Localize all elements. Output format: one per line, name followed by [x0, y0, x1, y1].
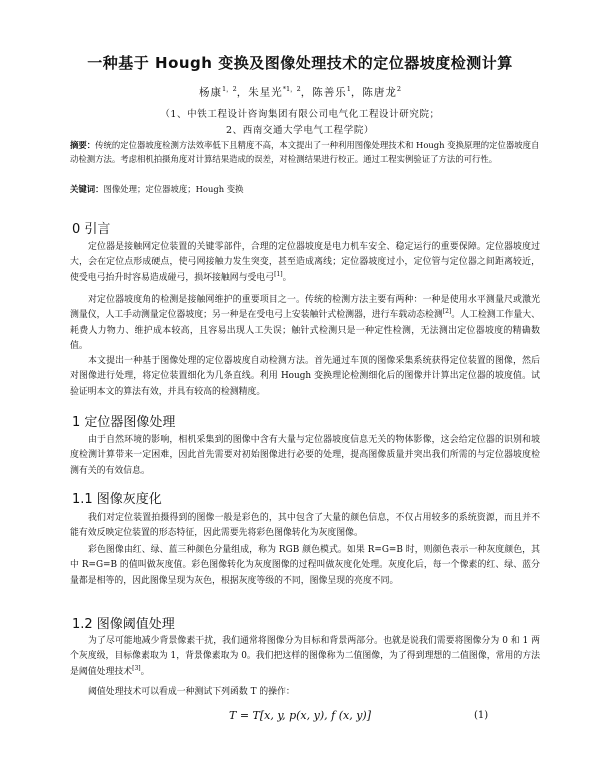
abstract-label: 摘要： — [70, 140, 96, 150]
section-heading-1-2: 1.2 图像阈值处理 — [72, 617, 175, 632]
intro-paragraph-3: 本文提出一种基于图像处理的定位器坡度自动检测方法。首先通过车顶的图像采集系统获得定位装置的图像，然后对图像进行处理，将定位装置细化为几条直线。利用 Hough 变换理论检测细化后的图像并计算出定位器的坡度值。试验证明本文的算法有效，并具有较高的检测精度。 — [70, 356, 540, 397]
keywords-label: 关键词： — [70, 184, 104, 194]
section-heading-1: 1 定位器图像处理 — [72, 415, 176, 430]
section-1-2-paragraph-2: 阈值处理技术可以看成一种测试下列函数 T 的操作： — [88, 687, 295, 697]
abstract-text: 传统的定位器坡度检测方法效率低下且精度不高，本文提出了一种利用图像处理技术和 Hough 变换原理的定位器坡度自动检测方法。考虑相机拍摄角度对计算结果造成的误差，对检测结果进行校正。通过工程实例验证了方法的可行性。 — [70, 140, 540, 164]
section-1-paragraph: 由于自然环境的影响，相机采集到的图像中含有大量与定位器坡度信息无关的物体影像，这会给定位器的识别和坡度检测计算带来一定困难，因此首先需要对初始图像进行必要的处理，提高图像质量并突出我们所需的与定位器坡度检测有关的有效信息。 — [70, 435, 540, 476]
author-name: 朱星光 — [248, 86, 283, 99]
section-1-1-paragraph-2: 彩色图像由红、绿、蓝三种颜色分量组成，称为 RGB 颜色模式。如果 R=G=B 时，则颜色表示一种灰度颜色，其中 R=G=B 的值叫做灰度值。彩色图像转化为灰度图像的过程叫做灰度化处理。灰度化后，每一个像素的红、绿、蓝分量都是相等的，因此图像呈现为灰色，根据灰度等级的不同，图像呈现的亮度不同。 — [70, 545, 540, 586]
author-affiliation-mark: 2 — [396, 85, 402, 93]
formula-1: T = T[x, y, p(x, y), f (x, y)] — [228, 709, 371, 722]
equation-number: (1) — [474, 710, 489, 721]
section-heading-0: 0 引言 — [72, 222, 111, 237]
keywords — [70, 182, 540, 196]
section-1-2-paragraph-1: 为了尽可能地减少背景像素干扰，我们通常将图像分为目标和背景两部分。也就是说我们需要将图像分为 0 和 1 两个灰度级，目标像素取为 1，背景像素取为 0。我们把这样的图像称为二值图像，为了得到理想的二值图像，常用的方法是阈值处理技术[3]。 — [70, 636, 540, 677]
author-name: 陈善乐 — [312, 86, 347, 99]
author-affiliation-mark: 1 — [346, 85, 351, 93]
author-affiliation-mark: *1，2 — [282, 85, 301, 93]
section-heading-1-1: 1.1 图像灰度化 — [72, 492, 162, 507]
affiliation-1: （1、中铁工程设计咨询集团有限公司电气化工程设计研究院； — [160, 109, 440, 120]
affiliation-2: 2、西南交通大学电气工程学院） — [225, 125, 375, 136]
author-name: 杨康 — [198, 86, 222, 99]
author-separator: ， — [236, 86, 249, 99]
author-line — [0, 84, 600, 100]
author-affiliation-mark: 1，2 — [221, 85, 237, 93]
author-separator: ， — [350, 86, 363, 99]
paper-title: 一种基于 Hough 变换及图像处理技术的定位器坡度检测计算 — [87, 54, 513, 72]
citation-3: [3] — [132, 664, 141, 672]
abstract — [70, 138, 540, 166]
citation-1: [1] — [274, 270, 283, 278]
intro-paragraph-1: 定位器是接触网定位装置的关键零部件，合理的定位器坡度是电力机车安全、稳定运行的重要保障。定位器坡度过大，会在定位点形成硬点，使弓网接触力发生突变，甚至造成离线；定位器坡度过小，定位管与定位器之间距离较近，使受电弓抬升时容易造成碰弓，损坏接触网与受电弓[1]。 — [70, 242, 540, 283]
citation-2: [2] — [442, 308, 452, 316]
author-name: 陈唐龙 — [362, 86, 397, 99]
section-1-1-paragraph-1: 我们对定位装置拍摄得到的图像一般是彩色的，其中包含了大量的颜色信息，不仅占用较多的系统资源，而且并不能有效反映定位装置的形态特征，因此需要先将彩色图像转化为灰度图像。 — [70, 513, 540, 539]
intro-paragraph-2: 对定位器坡度角的检测是接触网维护的重要项目之一。传统的检测方法主要有两种：一种是使用水平测量尺或激光测量仪，人工手动测量定位器坡度；另一种是在受电弓上安装触针式检测器，进行车载动态检测[2]。人工检测工作量大、耗费人力物力、维护成本较高，且容易出现人工失误；触针式检测只是一种定性检测，无法测出定位器坡度的精确数值。 — [70, 295, 540, 352]
author-separator: ， — [300, 86, 313, 99]
keywords-text: 图像处理；定位器坡度；Hough 变换 — [103, 184, 244, 194]
